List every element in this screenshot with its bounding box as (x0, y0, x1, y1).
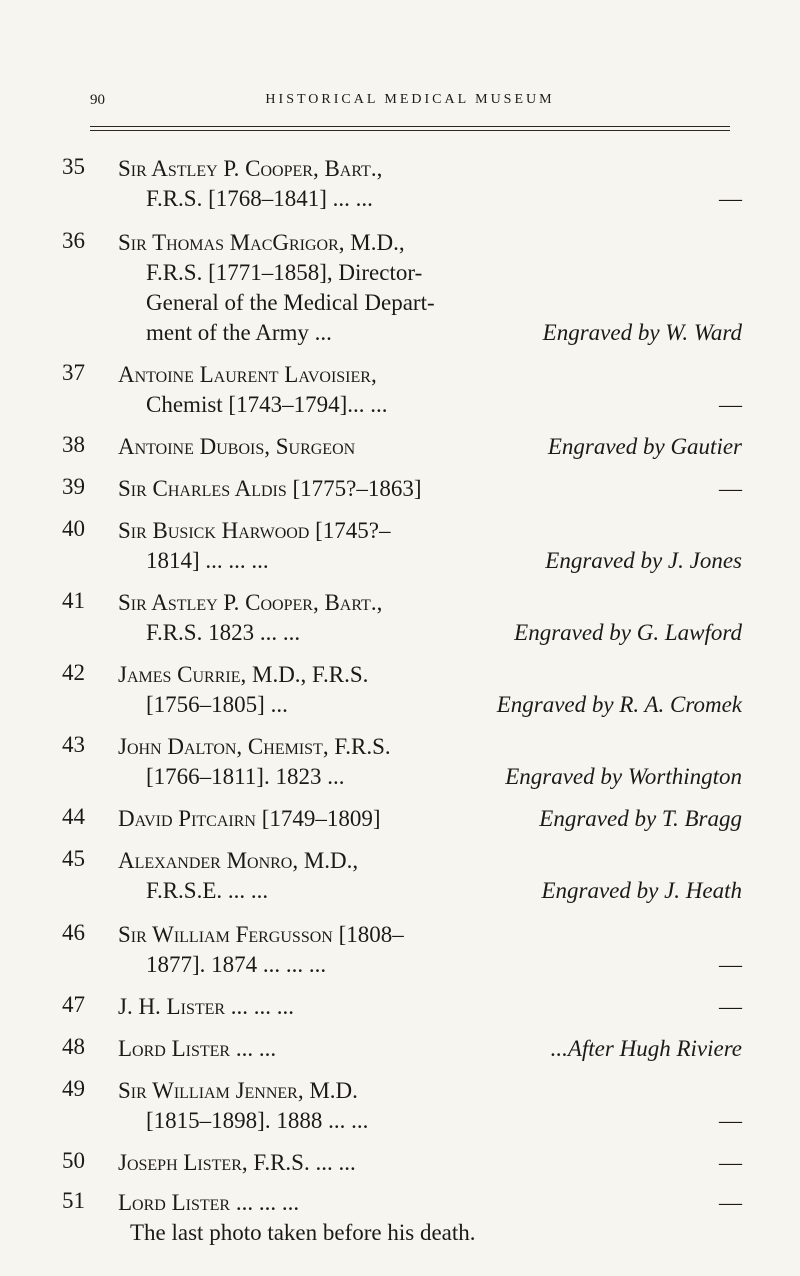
entry-line-with-attribution (118, 1106, 742, 1136)
engraver-attribution: Engraved by T. Bragg (539, 806, 742, 831)
entry-line: James Currie, M.D., F.R.S. (118, 662, 369, 687)
entry-line: John Dalton, Chemist, F.R.S. (118, 734, 391, 759)
entry-line: Sir Astley P. Cooper, Bart., (118, 156, 383, 181)
entry-number: 47 (62, 992, 85, 1017)
entry-line-with-attribution (118, 546, 742, 576)
entry-line: General of the Medical Depart- (146, 290, 435, 315)
entry-line-with-attribution (118, 390, 742, 420)
engraver-attribution: — (719, 476, 742, 501)
entry-line: Alexander Monro, M.D., (118, 848, 359, 873)
engraver-attribution: — (719, 952, 742, 977)
entry-line-with-attribution (118, 1148, 742, 1178)
catalogue-entry-47 (62, 992, 742, 1022)
entry-number: 50 (62, 1148, 85, 1173)
entry-number: 35 (62, 154, 85, 179)
entry-line-with-attribution (118, 876, 742, 906)
entry-number: 51 (62, 1188, 85, 1213)
engraver-attribution: — (719, 1190, 742, 1215)
catalogue-entry-36 (62, 228, 742, 348)
entry-line: Antoine Laurent Lavoisier, (118, 362, 377, 387)
entry-number: 36 (62, 228, 85, 253)
engraver-attribution: Engraved by R. A. Cromek (496, 692, 742, 717)
entry-number: 48 (62, 1034, 85, 1059)
entry-number: 40 (62, 516, 85, 541)
catalogue-entry-42 (62, 660, 742, 720)
entry-number: 45 (62, 846, 85, 871)
catalogue-entry-49 (62, 1076, 742, 1136)
engraver-attribution: Engraved by W. Ward (542, 320, 742, 345)
catalogue-entry-46 (62, 920, 742, 980)
engraver-attribution: — (719, 1150, 742, 1175)
catalogue-entry-35 (62, 154, 742, 214)
entry-line-with-attribution (118, 992, 742, 1022)
entry-line: Sir Charles Aldis [1775?–1863] (118, 476, 422, 501)
entry-line: [1756–1805] ... (146, 692, 288, 717)
entry-line: F.R.S. 1823 ... ... (146, 620, 301, 645)
catalogue-entry-45 (62, 846, 742, 906)
entry-line: F.R.S. [1768–1841] ... ... (146, 186, 373, 211)
catalogue-entry-44 (62, 804, 742, 834)
entry-line: Sir Busick Harwood [1745?– (118, 518, 391, 543)
engraver-attribution: ...After Hugh Riviere (550, 1036, 742, 1061)
engraver-attribution: Engraved by J. Heath (541, 878, 742, 903)
entry-line: J. H. Lister ... ... ... (118, 994, 295, 1019)
entry-line-with-attribution (118, 474, 742, 504)
entry-line: Lord Lister ... ... ... (118, 1190, 300, 1215)
entry-number: 44 (62, 804, 85, 829)
entry-line: 1814] ... ... ... (146, 548, 269, 573)
entry-line: ment of the Army ... (146, 320, 332, 345)
catalogue-entry-43 (62, 732, 742, 792)
entry-line: Sir William Fergusson [1808– (118, 922, 404, 947)
engraver-attribution: — (719, 392, 742, 417)
entry-line: [1766–1811]. 1823 ... (146, 764, 345, 789)
entry-number: 39 (62, 474, 85, 499)
entry-line: F.R.S. [1771–1858], Director- (146, 260, 423, 285)
entry-line-with-attribution (118, 690, 742, 720)
entry-number: 37 (62, 360, 85, 385)
header-rule-bottom (90, 130, 730, 131)
entry-line: Lord Lister ... ... (118, 1036, 277, 1061)
entry-line: 1877]. 1874 ... ... ... (146, 952, 327, 977)
catalogue-entry-41 (62, 588, 742, 648)
page-number: 90 (90, 92, 105, 108)
entry-line-with-attribution (118, 1034, 742, 1064)
entry-number: 49 (62, 1076, 85, 1101)
header-rule-top (90, 126, 730, 127)
entry-line: [1815–1898]. 1888 ... ... (146, 1108, 369, 1133)
engraver-attribution: — (719, 994, 742, 1019)
entry-line: Joseph Lister, F.R.S. ... ... (118, 1150, 356, 1175)
engraver-attribution: — (719, 1108, 742, 1133)
entry-number: 46 (62, 920, 85, 945)
entry-line: Chemist [1743–1794]... ... (146, 392, 388, 417)
entry-line-with-attribution (118, 762, 742, 792)
catalogue-entry-37 (62, 360, 742, 420)
entry-line-with-attribution (118, 184, 742, 214)
catalogue-entry-38 (62, 432, 742, 462)
entry-line-with-attribution (118, 618, 742, 648)
entry-note: The last photo taken before his death. (130, 1220, 476, 1245)
catalogue-entry-50 (62, 1148, 742, 1178)
entry-number: 42 (62, 660, 85, 685)
entry-line: David Pitcairn [1749–1809] (118, 806, 381, 831)
engraver-attribution: Engraved by J. Jones (545, 548, 742, 573)
entry-number: 41 (62, 588, 85, 613)
engraver-attribution: Engraved by Worthington (505, 764, 742, 789)
catalogue-entry-48 (62, 1034, 742, 1064)
catalogue-entry-39 (62, 474, 742, 504)
entry-number: 43 (62, 732, 85, 757)
engraver-attribution: Engraved by G. Lawford (514, 620, 742, 645)
entry-line-with-attribution (118, 1188, 742, 1218)
catalogue-entry-51 (62, 1188, 742, 1248)
engraver-attribution: Engraved by Gautier (547, 434, 742, 459)
running-header (90, 92, 730, 114)
entry-line: Sir Astley P. Cooper, Bart., (118, 590, 383, 615)
entry-line-with-attribution (118, 318, 742, 348)
entry-line: Sir William Jenner, M.D. (118, 1078, 358, 1103)
catalogue-entry-40 (62, 516, 742, 576)
entry-line-with-attribution (118, 950, 742, 980)
engraver-attribution: — (719, 186, 742, 211)
entry-line: F.R.S.E. ... ... (146, 878, 269, 903)
entry-line-with-attribution (118, 432, 742, 462)
entry-line: Antoine Dubois, Surgeon (118, 434, 356, 459)
entry-number: 38 (62, 432, 85, 457)
running-title: HISTORICAL MEDICAL MUSEUM (265, 92, 555, 107)
entry-line: Sir Thomas MacGrigor, M.D., (118, 230, 405, 255)
entry-line-with-attribution (118, 804, 742, 834)
